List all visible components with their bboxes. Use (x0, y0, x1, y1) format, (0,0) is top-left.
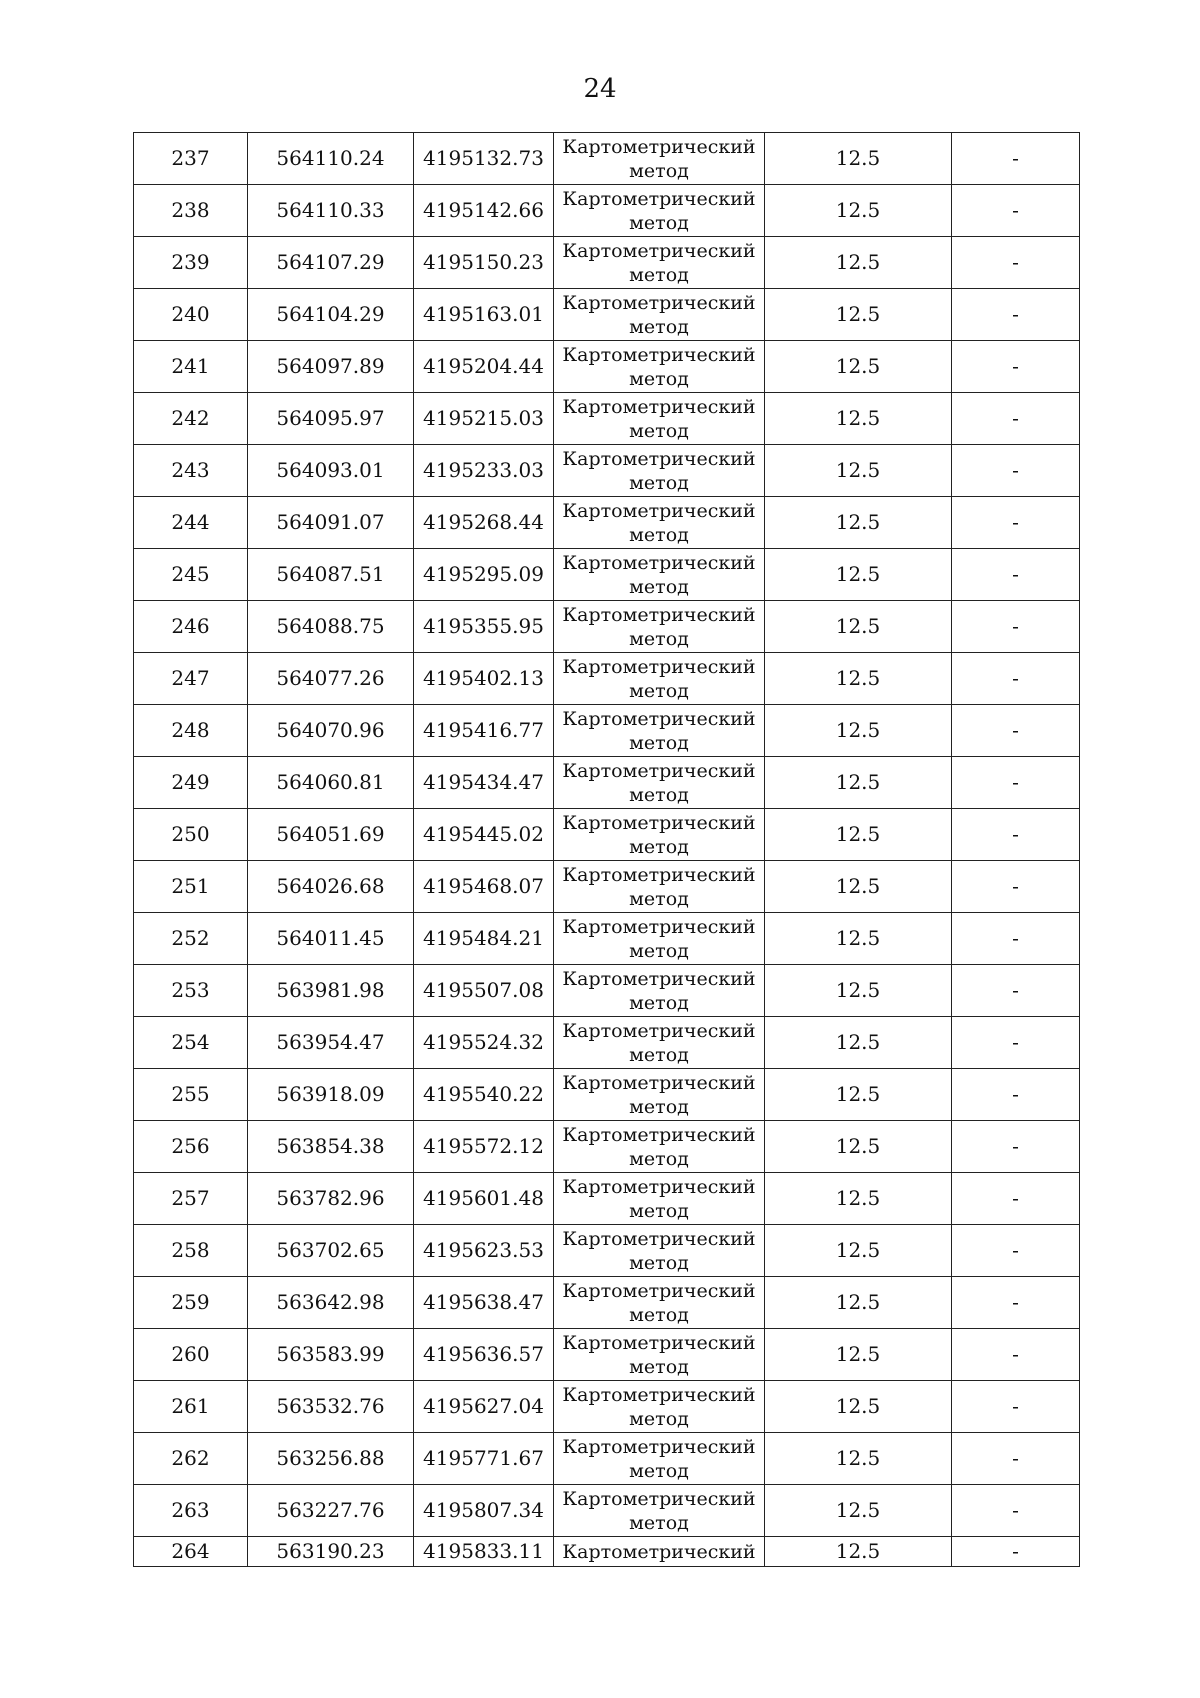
y-coordinate-cell: 4195150.23 (414, 237, 554, 289)
note-cell: - (952, 341, 1080, 393)
x-coordinate-cell: 564070.96 (248, 705, 414, 757)
method-line-2: метод (629, 1407, 689, 1430)
point-number-cell: 257 (134, 1173, 248, 1225)
method-cell (554, 1173, 765, 1225)
note-cell: - (952, 185, 1080, 237)
x-coordinate-cell: 563981.98 (248, 965, 414, 1017)
table-row (134, 705, 1080, 757)
method-line-2: метод (629, 1251, 689, 1274)
accuracy-cell: 12.5 (765, 653, 952, 705)
table-row (134, 1121, 1080, 1173)
table-row (134, 1537, 1080, 1567)
point-number-cell: 245 (134, 549, 248, 601)
table-row (134, 1381, 1080, 1433)
point-number-cell: 262 (134, 1433, 248, 1485)
method-line-2: метод (629, 1147, 689, 1170)
note-cell: - (952, 601, 1080, 653)
note-cell: - (952, 1173, 1080, 1225)
note-cell: - (952, 393, 1080, 445)
method-cell (554, 601, 765, 653)
table-row (134, 133, 1080, 185)
point-number-cell: 258 (134, 1225, 248, 1277)
method-cell (554, 185, 765, 237)
y-coordinate-cell: 4195524.32 (414, 1017, 554, 1069)
method-line-2: метод (629, 679, 689, 702)
x-coordinate-cell: 564088.75 (248, 601, 414, 653)
x-coordinate-cell: 563642.98 (248, 1277, 414, 1329)
x-coordinate-cell: 563227.76 (248, 1485, 414, 1537)
y-coordinate-cell: 4195434.47 (414, 757, 554, 809)
x-coordinate-cell: 564026.68 (248, 861, 414, 913)
note-cell: - (952, 757, 1080, 809)
coordinates-table-body (134, 133, 1080, 1567)
method-line-1: Картометрический (562, 551, 756, 574)
point-number-cell: 247 (134, 653, 248, 705)
method-line-2: метод (629, 263, 689, 286)
point-number-cell: 260 (134, 1329, 248, 1381)
note-cell: - (952, 1017, 1080, 1069)
accuracy-cell: 12.5 (765, 1017, 952, 1069)
method-cell (554, 809, 765, 861)
y-coordinate-cell: 4195636.57 (414, 1329, 554, 1381)
table-row (134, 1173, 1080, 1225)
method-cell (554, 237, 765, 289)
table-row (134, 601, 1080, 653)
method-line-2: метод (629, 627, 689, 650)
accuracy-cell: 12.5 (765, 497, 952, 549)
point-number-cell: 253 (134, 965, 248, 1017)
point-number-cell: 254 (134, 1017, 248, 1069)
method-line-1: Картометрический (562, 1331, 756, 1354)
table-row (134, 1017, 1080, 1069)
method-cell (554, 1433, 765, 1485)
x-coordinate-cell: 564097.89 (248, 341, 414, 393)
method-cell (554, 549, 765, 601)
table-row (134, 1225, 1080, 1277)
y-coordinate-cell: 4195163.01 (414, 289, 554, 341)
point-number-cell: 240 (134, 289, 248, 341)
note-cell: - (952, 1121, 1080, 1173)
table-row (134, 393, 1080, 445)
y-coordinate-cell: 4195572.12 (414, 1121, 554, 1173)
point-number-cell: 237 (134, 133, 248, 185)
accuracy-cell: 12.5 (765, 1225, 952, 1277)
point-number-cell: 264 (134, 1537, 248, 1567)
note-cell: - (952, 965, 1080, 1017)
y-coordinate-cell: 4195355.95 (414, 601, 554, 653)
x-coordinate-cell: 564011.45 (248, 913, 414, 965)
x-coordinate-cell: 564087.51 (248, 549, 414, 601)
method-line-2: метод (629, 731, 689, 754)
coordinates-table (133, 132, 1080, 1567)
method-cell (554, 1381, 765, 1433)
y-coordinate-cell: 4195215.03 (414, 393, 554, 445)
method-line-1: Картометрический (562, 395, 756, 418)
method-cell (554, 653, 765, 705)
method-cell (554, 289, 765, 341)
point-number-cell: 238 (134, 185, 248, 237)
note-cell: - (952, 1485, 1080, 1537)
table-row (134, 1277, 1080, 1329)
note-cell: - (952, 809, 1080, 861)
method-line-2: метод (629, 1511, 689, 1534)
table-row (134, 653, 1080, 705)
method-line-1: Картометрический (562, 1540, 756, 1563)
x-coordinate-cell: 563583.99 (248, 1329, 414, 1381)
accuracy-cell: 12.5 (765, 861, 952, 913)
method-line-2: метод (629, 211, 689, 234)
x-coordinate-cell: 563954.47 (248, 1017, 414, 1069)
method-line-2: метод (629, 471, 689, 494)
method-line-1: Картометрический (562, 811, 756, 834)
method-line-2: метод (629, 1355, 689, 1378)
y-coordinate-cell: 4195507.08 (414, 965, 554, 1017)
method-line-1: Картометрический (562, 499, 756, 522)
table-row (134, 289, 1080, 341)
accuracy-cell: 12.5 (765, 809, 952, 861)
method-cell (554, 861, 765, 913)
method-line-1: Картометрический (562, 1435, 756, 1458)
method-line-1: Картометрический (562, 343, 756, 366)
method-line-1: Картометрический (562, 603, 756, 626)
method-line-1: Картометрический (562, 707, 756, 730)
method-line-2: метод (629, 575, 689, 598)
method-line-1: Картометрический (562, 1071, 756, 1094)
table-row (134, 809, 1080, 861)
accuracy-cell: 12.5 (765, 289, 952, 341)
method-line-1: Картометрический (562, 1019, 756, 1042)
x-coordinate-cell: 564051.69 (248, 809, 414, 861)
note-cell: - (952, 705, 1080, 757)
method-cell (554, 497, 765, 549)
y-coordinate-cell: 4195807.34 (414, 1485, 554, 1537)
table-row (134, 861, 1080, 913)
y-coordinate-cell: 4195771.67 (414, 1433, 554, 1485)
accuracy-cell: 12.5 (765, 1277, 952, 1329)
y-coordinate-cell: 4195833.11 (414, 1537, 554, 1567)
note-cell: - (952, 653, 1080, 705)
method-cell (554, 1277, 765, 1329)
method-line-2: метод (629, 419, 689, 442)
y-coordinate-cell: 4195295.09 (414, 549, 554, 601)
accuracy-cell: 12.5 (765, 757, 952, 809)
y-coordinate-cell: 4195204.44 (414, 341, 554, 393)
method-cell (554, 341, 765, 393)
point-number-cell: 243 (134, 445, 248, 497)
point-number-cell: 263 (134, 1485, 248, 1537)
method-line-1: Картометрический (562, 1487, 756, 1510)
note-cell: - (952, 1277, 1080, 1329)
method-cell (554, 445, 765, 497)
point-number-cell: 239 (134, 237, 248, 289)
point-number-cell: 255 (134, 1069, 248, 1121)
point-number-cell: 248 (134, 705, 248, 757)
y-coordinate-cell: 4195402.13 (414, 653, 554, 705)
method-line-2: метод (629, 783, 689, 806)
method-line-1: Картометрический (562, 291, 756, 314)
point-number-cell: 261 (134, 1381, 248, 1433)
method-line-1: Картометрический (562, 967, 756, 990)
accuracy-cell: 12.5 (765, 1329, 952, 1381)
table-row (134, 1069, 1080, 1121)
method-line-2: метод (629, 939, 689, 962)
point-number-cell: 256 (134, 1121, 248, 1173)
x-coordinate-cell: 563918.09 (248, 1069, 414, 1121)
x-coordinate-cell: 563782.96 (248, 1173, 414, 1225)
accuracy-cell: 12.5 (765, 1433, 952, 1485)
method-line-1: Картометрический (562, 1279, 756, 1302)
method-line-2: метод (629, 887, 689, 910)
y-coordinate-cell: 4195268.44 (414, 497, 554, 549)
x-coordinate-cell: 564091.07 (248, 497, 414, 549)
y-coordinate-cell: 4195233.03 (414, 445, 554, 497)
y-coordinate-cell: 4195540.22 (414, 1069, 554, 1121)
x-coordinate-cell: 564110.33 (248, 185, 414, 237)
point-number-cell: 250 (134, 809, 248, 861)
method-line-2: метод (629, 1459, 689, 1482)
table-row (134, 965, 1080, 1017)
accuracy-cell: 12.5 (765, 237, 952, 289)
accuracy-cell: 12.5 (765, 913, 952, 965)
point-number-cell: 244 (134, 497, 248, 549)
method-cell (554, 913, 765, 965)
note-cell: - (952, 913, 1080, 965)
method-cell (554, 965, 765, 1017)
point-number-cell: 259 (134, 1277, 248, 1329)
x-coordinate-cell: 563190.23 (248, 1537, 414, 1567)
accuracy-cell: 12.5 (765, 965, 952, 1017)
method-line-1: Картометрический (562, 1227, 756, 1250)
note-cell: - (952, 1069, 1080, 1121)
table-row (134, 497, 1080, 549)
y-coordinate-cell: 4195601.48 (414, 1173, 554, 1225)
accuracy-cell: 12.5 (765, 1121, 952, 1173)
x-coordinate-cell: 563854.38 (248, 1121, 414, 1173)
note-cell: - (952, 1225, 1080, 1277)
y-coordinate-cell: 4195623.53 (414, 1225, 554, 1277)
table-row (134, 445, 1080, 497)
accuracy-cell: 12.5 (765, 1381, 952, 1433)
note-cell: - (952, 497, 1080, 549)
method-cell (554, 1225, 765, 1277)
method-line-2: метод (629, 1095, 689, 1118)
method-cell (554, 1121, 765, 1173)
y-coordinate-cell: 4195416.77 (414, 705, 554, 757)
table-row (134, 913, 1080, 965)
method-line-2: метод (629, 159, 689, 182)
accuracy-cell: 12.5 (765, 601, 952, 653)
x-coordinate-cell: 564093.01 (248, 445, 414, 497)
accuracy-cell: 12.5 (765, 445, 952, 497)
method-line-2: метод (629, 523, 689, 546)
method-line-1: Картометрический (562, 1123, 756, 1146)
method-line-2: метод (629, 1043, 689, 1066)
method-line-2: метод (629, 991, 689, 1014)
point-number-cell: 251 (134, 861, 248, 913)
accuracy-cell: 12.5 (765, 1485, 952, 1537)
note-cell: - (952, 1329, 1080, 1381)
accuracy-cell: 12.5 (765, 341, 952, 393)
x-coordinate-cell: 563702.65 (248, 1225, 414, 1277)
table-row (134, 757, 1080, 809)
point-number-cell: 241 (134, 341, 248, 393)
y-coordinate-cell: 4195484.21 (414, 913, 554, 965)
accuracy-cell: 12.5 (765, 393, 952, 445)
method-line-2: метод (629, 1303, 689, 1326)
method-cell (554, 1069, 765, 1121)
y-coordinate-cell: 4195638.47 (414, 1277, 554, 1329)
y-coordinate-cell: 4195132.73 (414, 133, 554, 185)
x-coordinate-cell: 563256.88 (248, 1433, 414, 1485)
note-cell: - (952, 549, 1080, 601)
method-cell (554, 705, 765, 757)
method-cell (554, 133, 765, 185)
method-line-1: Картометрический (562, 759, 756, 782)
method-line-2: метод (629, 835, 689, 858)
note-cell: - (952, 237, 1080, 289)
point-number-cell: 246 (134, 601, 248, 653)
method-line-1: Картометрический (562, 915, 756, 938)
accuracy-cell: 12.5 (765, 1173, 952, 1225)
method-line-2: метод (629, 367, 689, 390)
method-cell (554, 1329, 765, 1381)
table-row (134, 1485, 1080, 1537)
method-cell (554, 393, 765, 445)
note-cell: - (952, 1537, 1080, 1567)
y-coordinate-cell: 4195445.02 (414, 809, 554, 861)
x-coordinate-cell: 564077.26 (248, 653, 414, 705)
accuracy-cell: 12.5 (765, 549, 952, 601)
y-coordinate-cell: 4195627.04 (414, 1381, 554, 1433)
note-cell: - (952, 1381, 1080, 1433)
page-number: 24 (583, 74, 617, 104)
method-cell (554, 1017, 765, 1069)
method-line-1: Картометрический (562, 239, 756, 262)
note-cell: - (952, 445, 1080, 497)
method-line-1: Картометрический (562, 863, 756, 886)
method-line-1: Картометрический (562, 655, 756, 678)
point-number-cell: 242 (134, 393, 248, 445)
method-line-2: метод (629, 315, 689, 338)
method-line-1: Картометрический (562, 1175, 756, 1198)
x-coordinate-cell: 564107.29 (248, 237, 414, 289)
method-line-1: Картометрический (562, 447, 756, 470)
method-cell (554, 1485, 765, 1537)
point-number-cell: 252 (134, 913, 248, 965)
x-coordinate-cell: 564104.29 (248, 289, 414, 341)
method-line-1: Картометрический (562, 187, 756, 210)
method-cell (554, 1537, 765, 1567)
x-coordinate-cell: 564095.97 (248, 393, 414, 445)
table-row (134, 341, 1080, 393)
y-coordinate-cell: 4195468.07 (414, 861, 554, 913)
table-row (134, 185, 1080, 237)
table-row (134, 549, 1080, 601)
point-number-cell: 249 (134, 757, 248, 809)
accuracy-cell: 12.5 (765, 705, 952, 757)
accuracy-cell: 12.5 (765, 185, 952, 237)
accuracy-cell: 12.5 (765, 1537, 952, 1567)
table-row (134, 1433, 1080, 1485)
note-cell: - (952, 289, 1080, 341)
x-coordinate-cell: 564060.81 (248, 757, 414, 809)
note-cell: - (952, 133, 1080, 185)
note-cell: - (952, 1433, 1080, 1485)
table-row (134, 1329, 1080, 1381)
accuracy-cell: 12.5 (765, 133, 952, 185)
note-cell: - (952, 861, 1080, 913)
accuracy-cell: 12.5 (765, 1069, 952, 1121)
method-line-2: метод (629, 1199, 689, 1222)
x-coordinate-cell: 563532.76 (248, 1381, 414, 1433)
x-coordinate-cell: 564110.24 (248, 133, 414, 185)
table-row (134, 237, 1080, 289)
method-line-1: Картометрический (562, 135, 756, 158)
method-cell (554, 757, 765, 809)
method-line-1: Картометрический (562, 1383, 756, 1406)
y-coordinate-cell: 4195142.66 (414, 185, 554, 237)
